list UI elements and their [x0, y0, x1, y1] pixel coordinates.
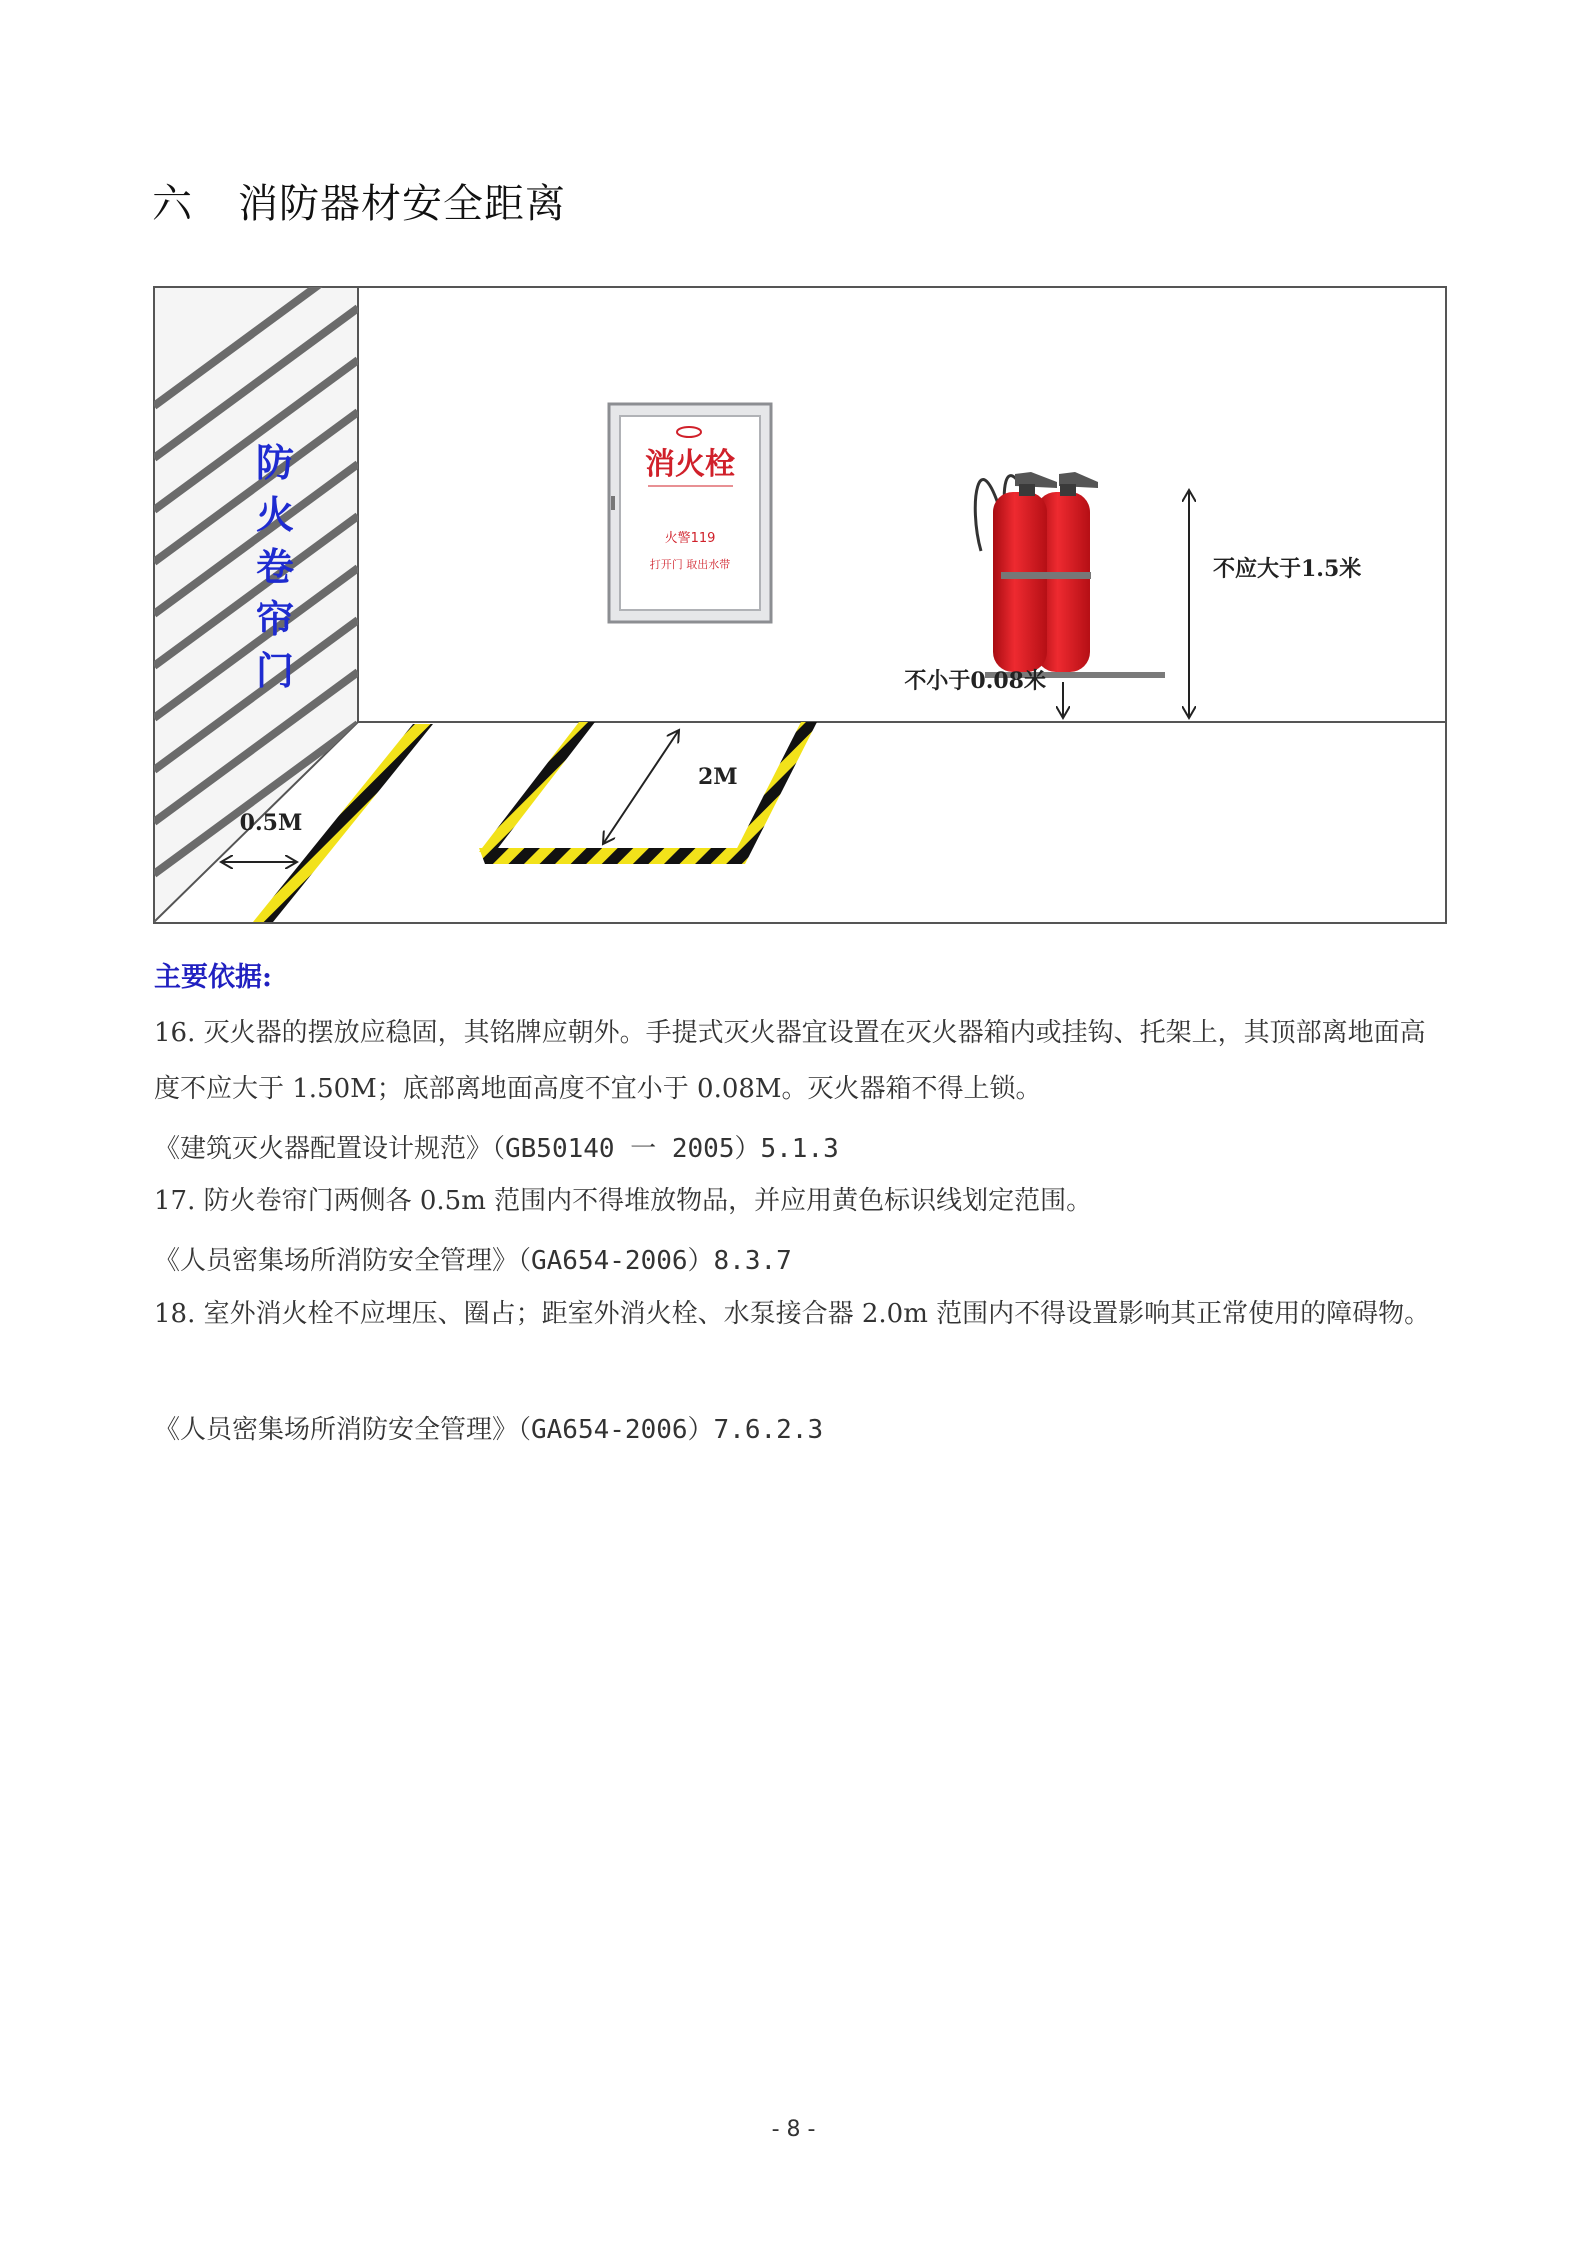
cabinet-label: 消火栓 — [645, 447, 735, 482]
label-max-height: 不应大于1.5米 — [1213, 556, 1362, 582]
extinguisher-left — [993, 492, 1047, 672]
basis-heading: 主要依据: — [154, 962, 272, 993]
item-17-text: 17. 防火卷帘门两侧各 0.5m 范围内不得堆放物品，并应用黄色标识线划定范围。 — [154, 1186, 1093, 1216]
item-16-reference: 《建筑灭火器配置设计规范》（GB50140 一 2005）5.1.3 — [154, 1134, 839, 1164]
page-number: - 8 - — [771, 2117, 816, 2142]
section-title-text: 消防器材安全距离 — [238, 181, 566, 227]
item-18-reference: 《人员密集场所消防安全管理》（GA654-2006）7.6.2.3 — [154, 1415, 824, 1445]
safety-distance-diagram — [153, 286, 1447, 924]
door-label-char-1: 防 — [255, 440, 295, 485]
label-2m: 2M — [698, 764, 738, 790]
door-label-char-3: 卷 — [255, 544, 295, 589]
door-label-char-4: 帘 — [255, 596, 295, 641]
item-16-text: 16. 灭火器的摆放应稳固，其铭牌应朝外。手提式灭火器宜设置在灭火器箱内或挂钩、托架上，其顶部离地面高度不应大于 1.50M；底部离地面高度不宜小于 0.08M。灭火器箱不得上锁。 — [154, 1018, 1426, 1104]
item-17-reference: 《人员密集场所消防安全管理》（GA654-2006）8.3.7 — [154, 1246, 792, 1276]
door-label-char-5: 门 — [255, 648, 295, 693]
item-18-text: 18. 室外消火栓不应埋压、圈占；距室外消火栓、水泵接合器 2.0m 范围内不得设置影响其正常使用的障碍物。 — [154, 1299, 1431, 1329]
section-title — [152, 172, 566, 229]
cabinet-instruction: 打开门 取出水带 — [649, 558, 731, 571]
cabinet-fire-number: 火警119 — [664, 531, 716, 546]
label-05m: 0.5M — [239, 810, 303, 836]
section-number: 六 — [152, 181, 193, 227]
label-min-height: 不小于0.08米 — [904, 668, 1046, 694]
door-label-char-2: 火 — [255, 492, 295, 537]
hydrant-cabinet — [609, 404, 771, 622]
